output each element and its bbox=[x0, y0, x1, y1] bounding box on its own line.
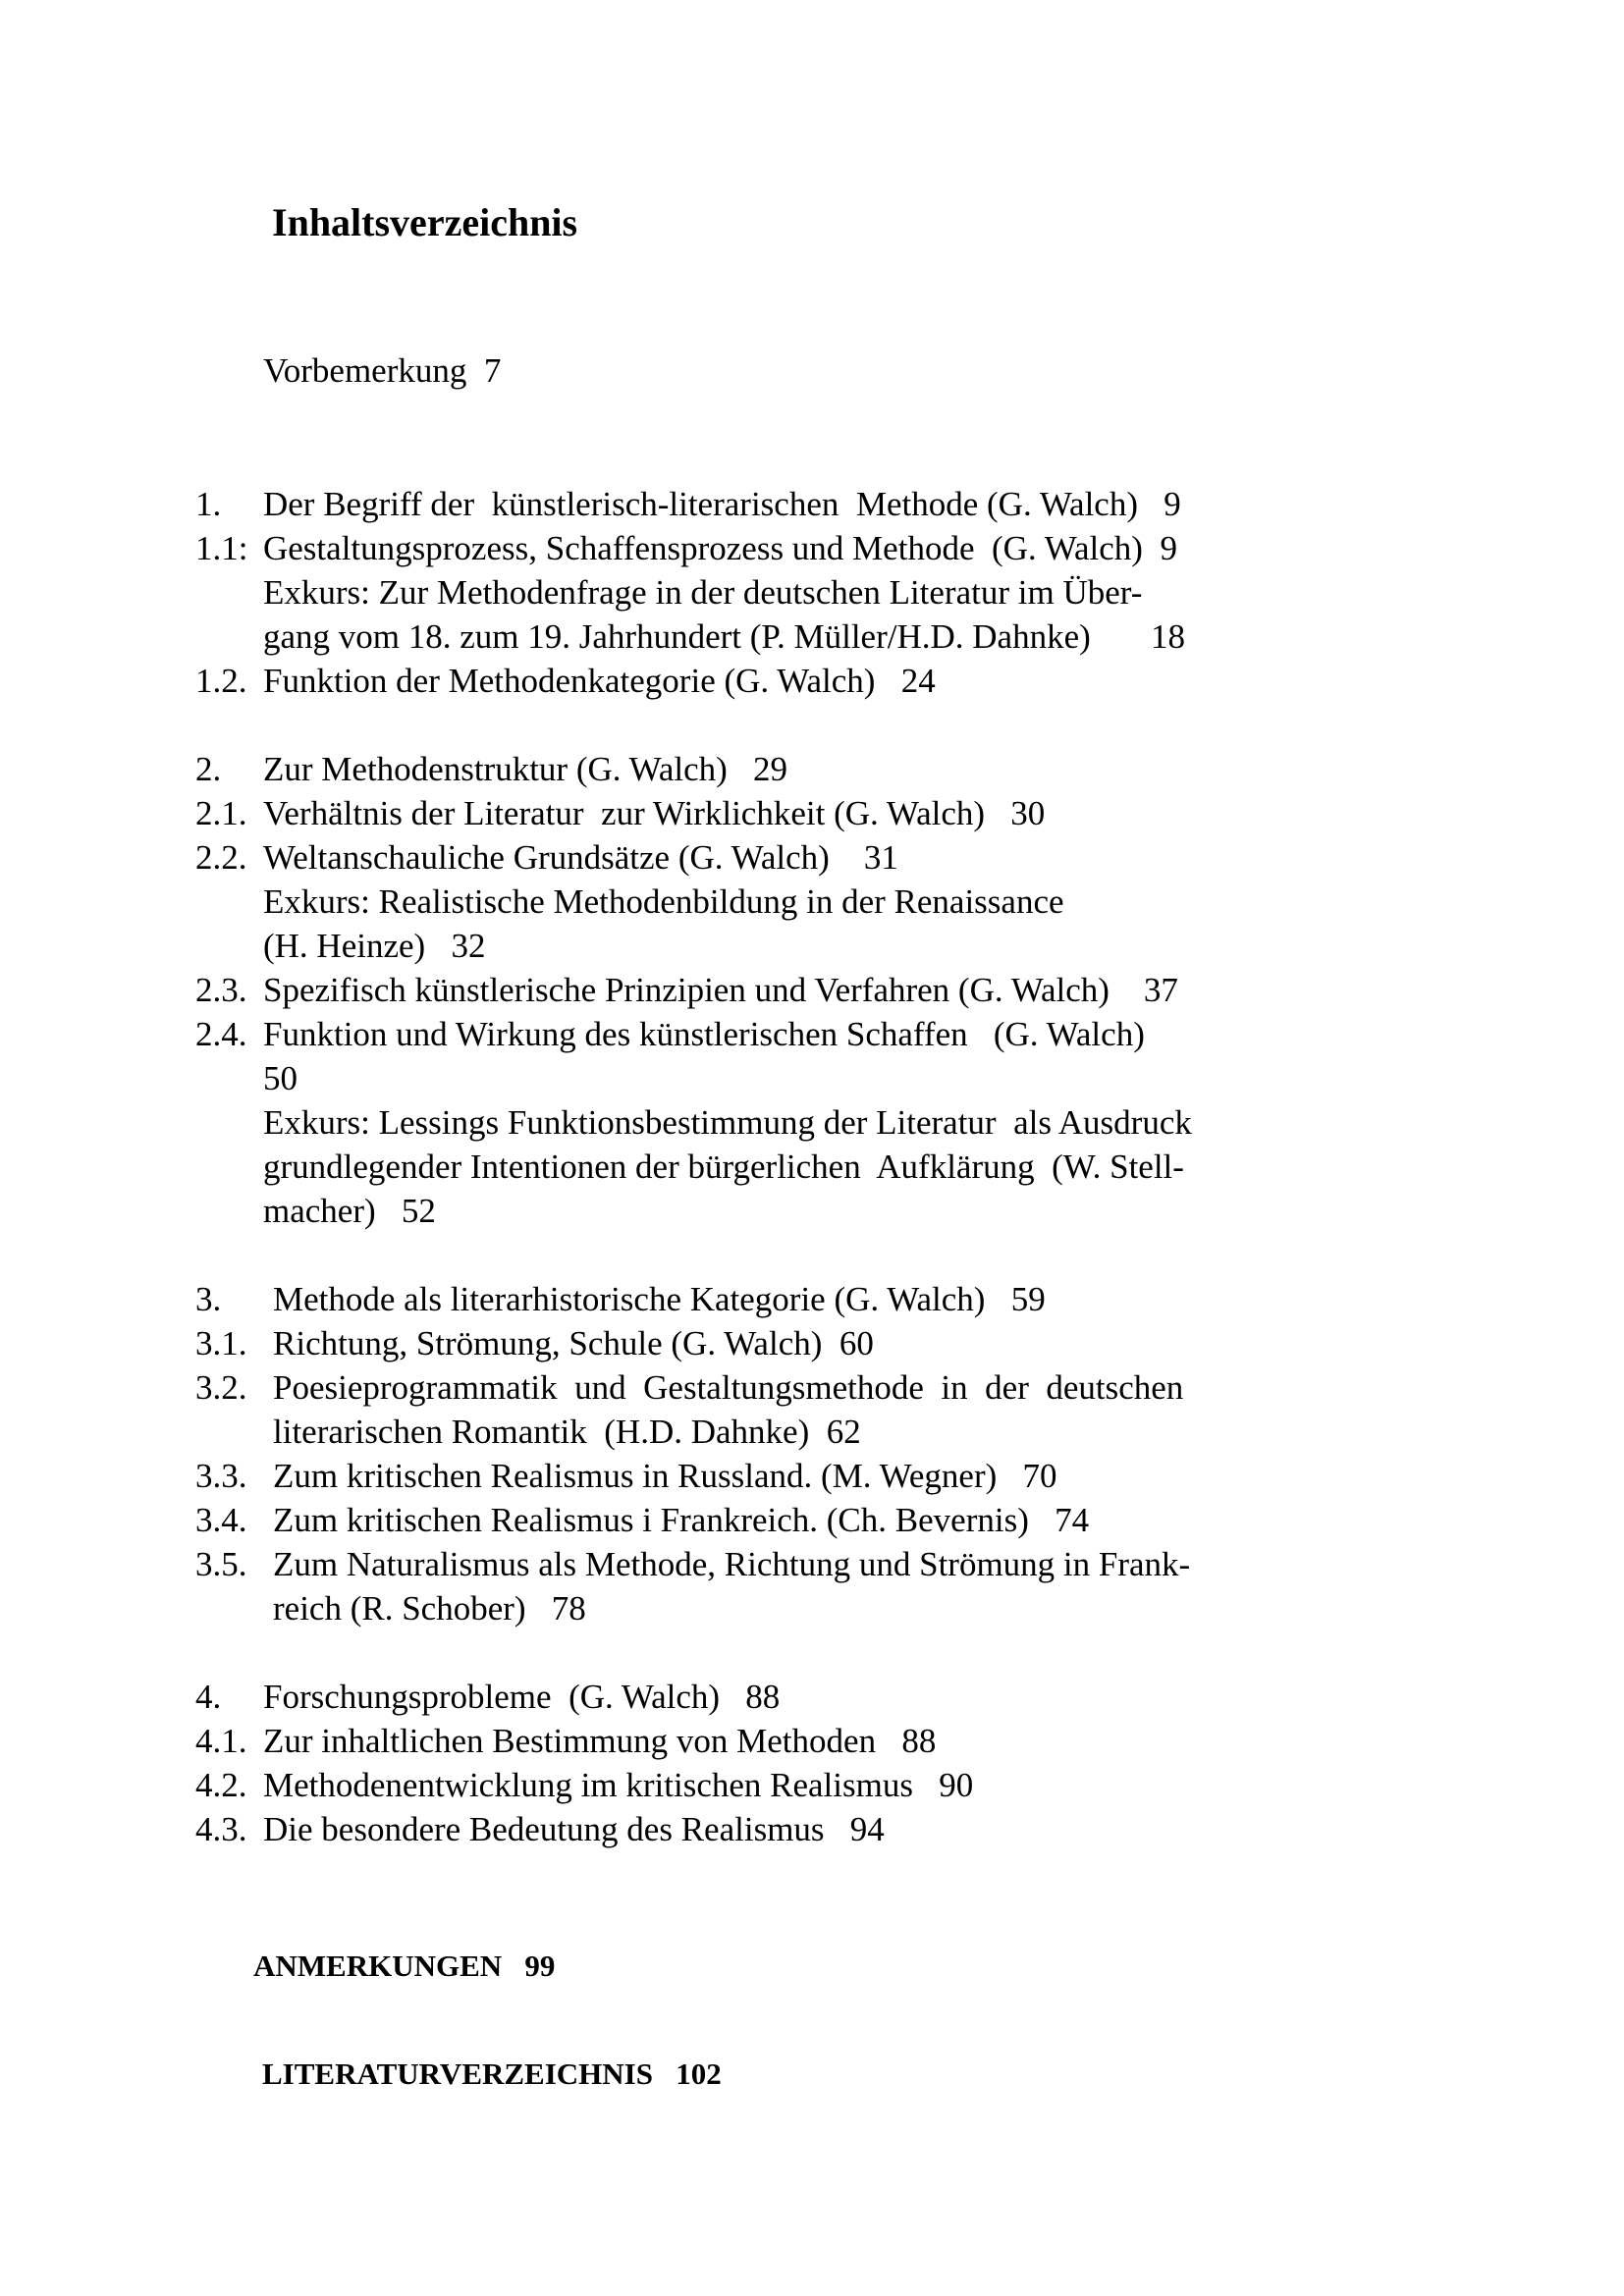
toc-number: 3.3. bbox=[195, 1457, 247, 1495]
toc-entry: Funktion der Methodenkategorie (G. Walch) 24 bbox=[263, 662, 936, 700]
toc-number: 1.1: bbox=[195, 529, 248, 567]
toc-exkurs: grundlegender Intentionen der bürgerlichen Aufklärung (W. Stell- bbox=[263, 1148, 1184, 1186]
toc-number: 4.3. bbox=[195, 1810, 247, 1848]
toc-entry: Spezifisch künstlerische Prinzipien und Verfahren (G. Walch) 37 bbox=[263, 971, 1178, 1009]
toc-entry: Weltanschauliche Grundsätze (G. Walch) 31 bbox=[263, 838, 898, 877]
toc-exkurs: (H. Heinze) 32 bbox=[263, 927, 486, 965]
page-title: Inhaltsverzeichnis bbox=[272, 200, 578, 244]
toc-number: 3. bbox=[195, 1280, 222, 1318]
toc-entry-anmerkungen: ANMERKUNGEN 99 bbox=[253, 1949, 556, 1983]
toc-number: 2.1. bbox=[195, 794, 247, 832]
toc-entry: Zum kritischen Realismus i Frankreich. (Ch. Bevernis) 74 bbox=[273, 1501, 1090, 1539]
toc-number: 4.1. bbox=[195, 1722, 247, 1760]
toc-number: 2. bbox=[195, 750, 222, 788]
toc-entry-vorbemerkung: Vorbemerkung 7 bbox=[263, 351, 502, 390]
toc-entry: Verhältnis der Literatur zur Wirklichkeit (G. Walch) 30 bbox=[263, 794, 1046, 832]
toc-number: 4. bbox=[195, 1678, 222, 1716]
toc-entry-continued: reich (R. Schober) 78 bbox=[273, 1589, 586, 1628]
toc-entry: Forschungsprobleme (G. Walch) 88 bbox=[263, 1678, 781, 1716]
toc-entry: Zum kritischen Realismus in Russland. (M. Wegner) 70 bbox=[273, 1457, 1057, 1495]
toc-number: 1.2. bbox=[195, 662, 247, 700]
toc-number: 1. bbox=[195, 485, 222, 523]
toc-entry: Die besondere Bedeutung des Realismus 94 bbox=[263, 1810, 885, 1848]
toc-exkurs: Exkurs: Realistische Methodenbildung in der Renaissance bbox=[263, 882, 1064, 921]
toc-exkurs: Exkurs: Zur Methodenfrage in der deutschen Literatur im Über- bbox=[263, 573, 1143, 612]
toc-exkurs: macher) 52 bbox=[263, 1192, 436, 1230]
toc-number: 3.4. bbox=[195, 1501, 247, 1539]
toc-entry: Funktion und Wirkung des künstlerischen Schaffen (G. Walch) bbox=[263, 1015, 1145, 1053]
toc-number: 3.5. bbox=[195, 1545, 247, 1583]
toc-entry: Richtung, Strömung, Schule (G. Walch) 60 bbox=[273, 1324, 874, 1362]
toc-number: 2.2. bbox=[195, 838, 247, 877]
toc-entry: Gestaltungsprozess, Schaffensprozess und Methode (G. Walch) 9 bbox=[263, 529, 1177, 567]
toc-entry: Methodenentwicklung im kritischen Realismus 90 bbox=[263, 1766, 974, 1804]
toc-entry: Zum Naturalismus als Methode, Richtung und Strömung in Frank- bbox=[273, 1545, 1191, 1583]
toc-number: 3.1. bbox=[195, 1324, 247, 1362]
toc-entry-literaturverzeichnis: LITERATURVERZEICHNIS 102 bbox=[262, 2056, 722, 2091]
toc-entry: Zur Methodenstruktur (G. Walch) 29 bbox=[263, 750, 788, 788]
toc-exkurs: Exkurs: Lessings Funktionsbestimmung der Literatur als Ausdruck bbox=[263, 1103, 1192, 1142]
toc-number: 2.4. bbox=[195, 1015, 247, 1053]
toc-number: 4.2. bbox=[195, 1766, 247, 1804]
toc-page-number: 50 bbox=[263, 1059, 298, 1097]
toc-entry: Methode als literarhistorische Kategorie (G. Walch) 59 bbox=[273, 1280, 1046, 1318]
toc-number: 2.3. bbox=[195, 971, 247, 1009]
toc-entry: Der Begriff der künstlerisch-literarischen Methode (G. Walch) 9 bbox=[263, 485, 1181, 523]
toc-exkurs: gang vom 18. zum 19. Jahrhundert (P. Müller/H.D. Dahnke) 18 bbox=[263, 617, 1186, 656]
toc-entry: Poesieprogrammatik und Gestaltungsmethode in der deutschen bbox=[273, 1368, 1184, 1407]
toc-entry: Zur inhaltlichen Bestimmung von Methoden 88 bbox=[263, 1722, 937, 1760]
toc-number: 3.2. bbox=[195, 1368, 247, 1407]
toc-entry-continued: literarischen Romantik (H.D. Dahnke) 62 bbox=[273, 1413, 861, 1451]
